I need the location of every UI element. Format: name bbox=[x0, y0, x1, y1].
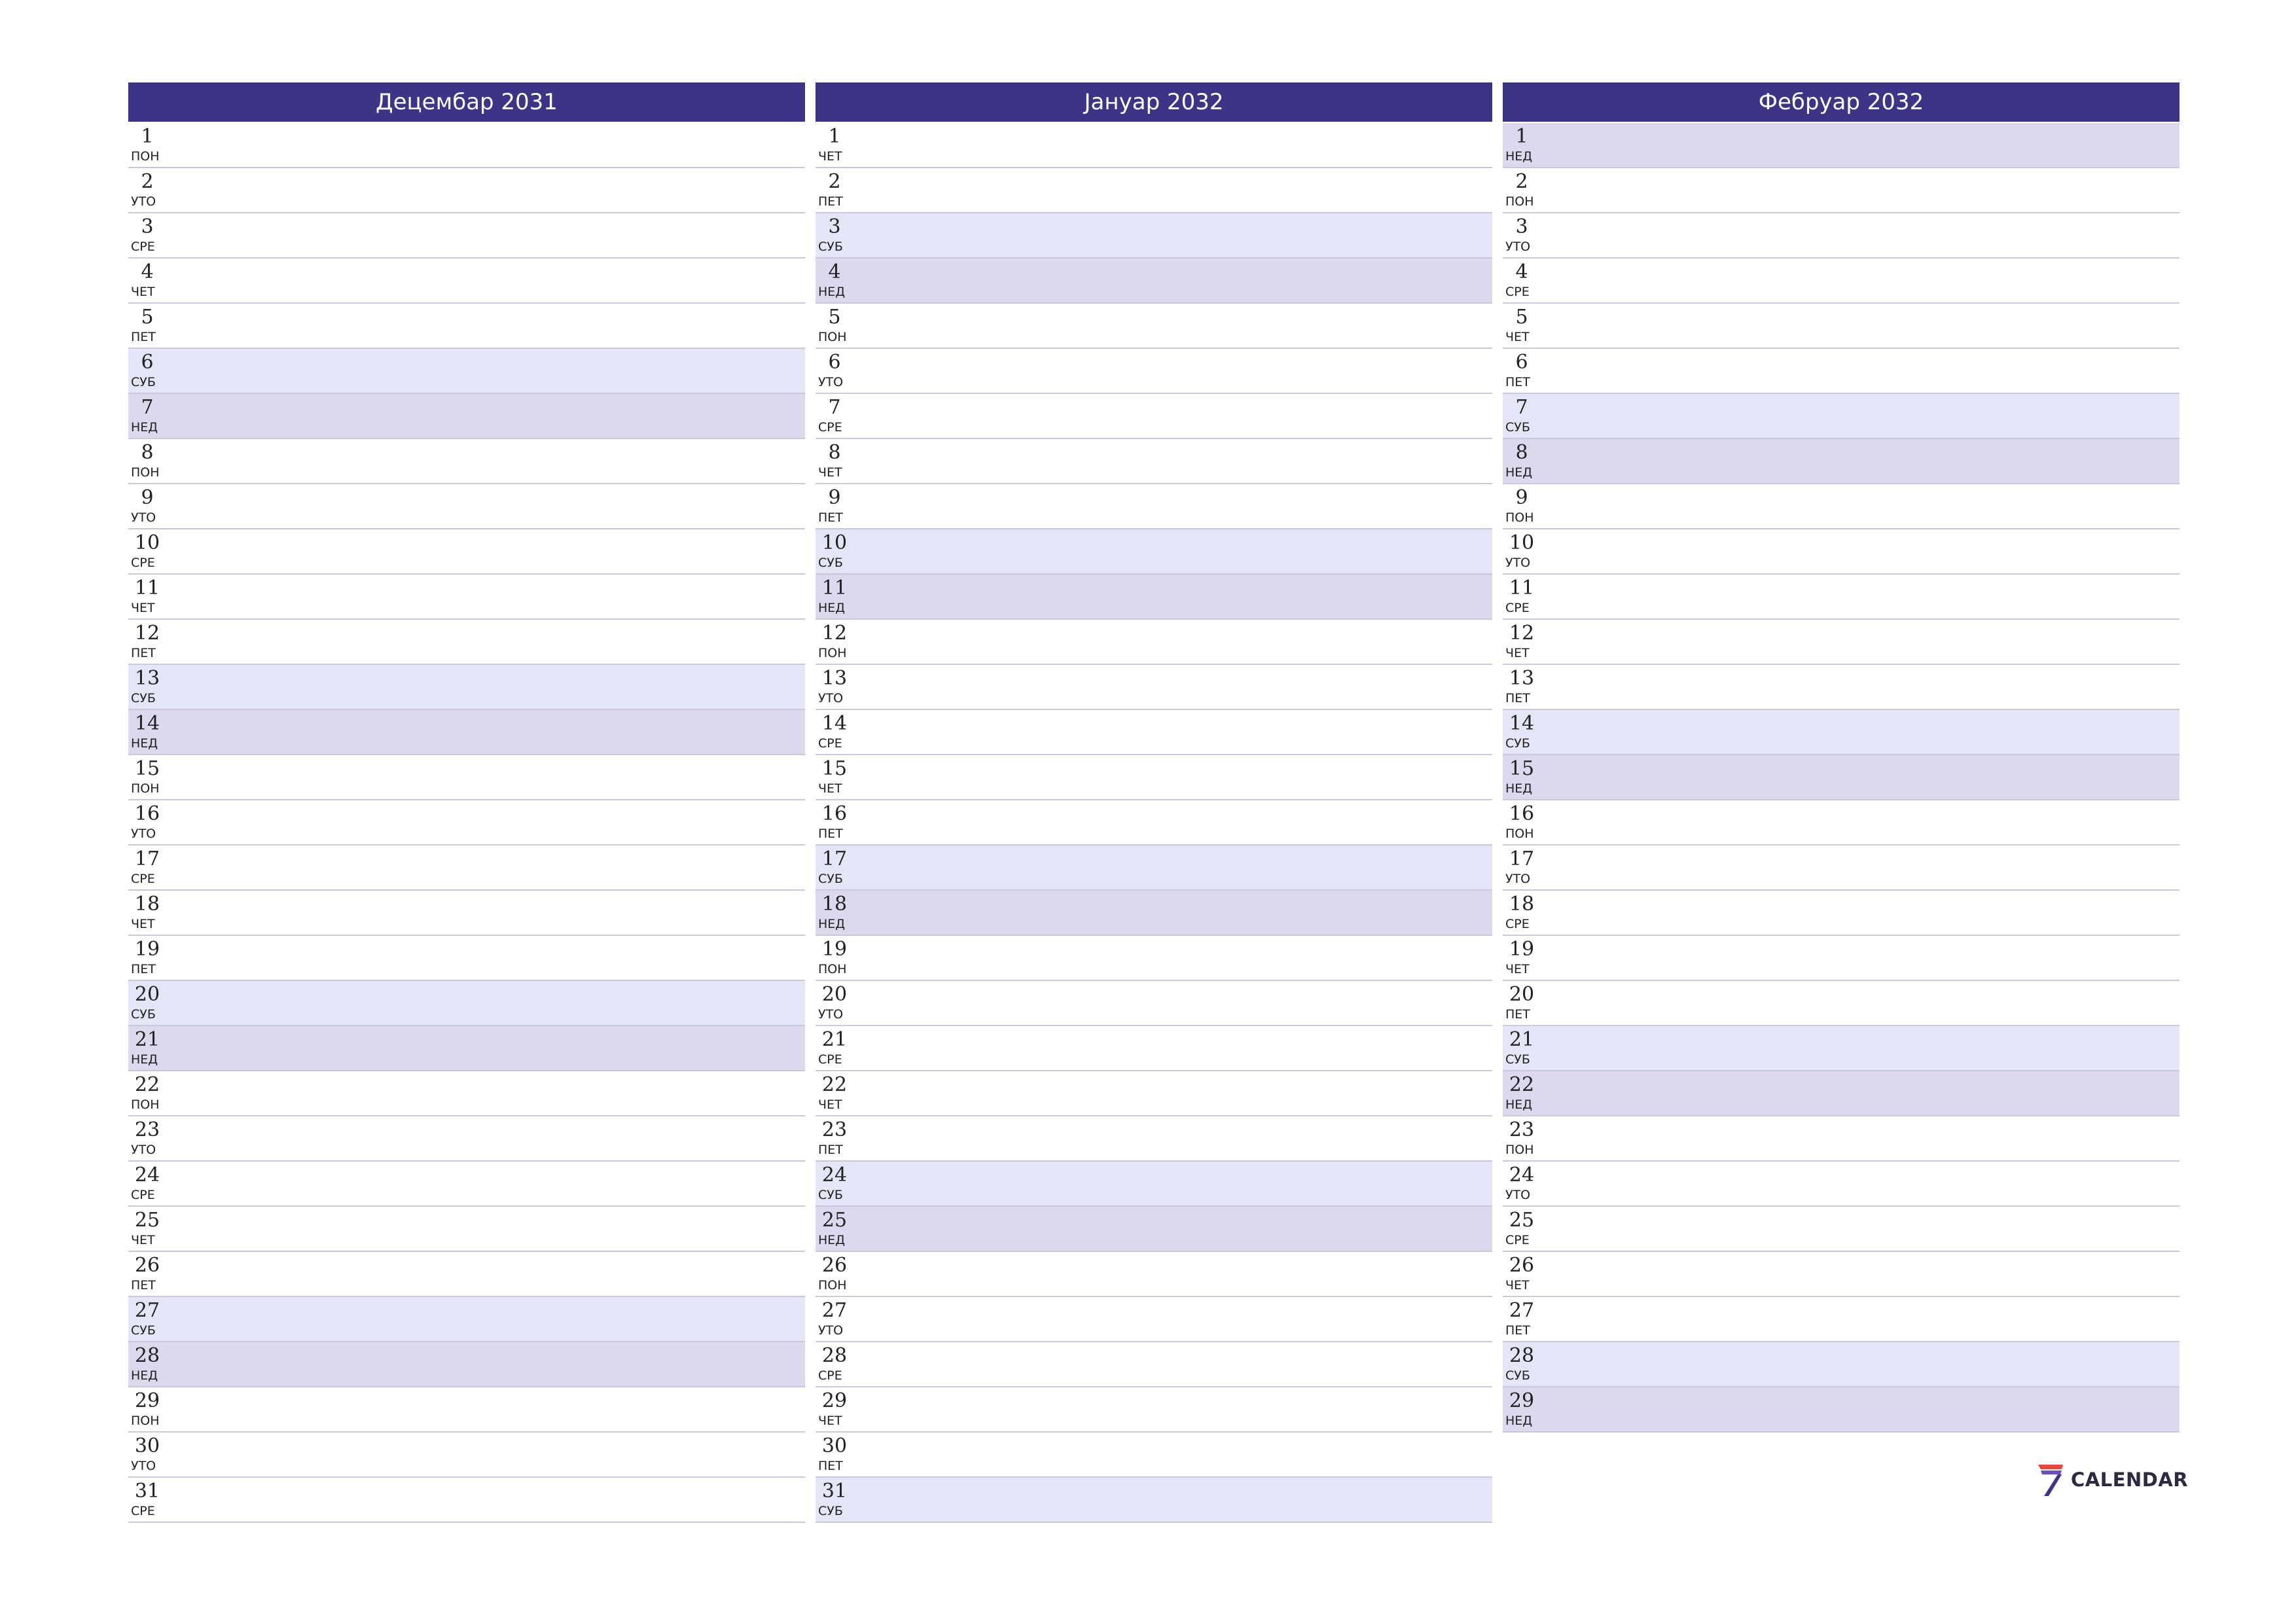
day-number: 19 bbox=[821, 938, 848, 961]
weekday-label: НЕД bbox=[818, 917, 846, 931]
day-row[interactable] bbox=[816, 846, 1492, 891]
weekday-label: ЧЕТ bbox=[1505, 646, 1530, 660]
day-number: 22 bbox=[1509, 1073, 1535, 1096]
weekday-label: ПОН bbox=[131, 1097, 160, 1112]
day-number: 7 bbox=[828, 396, 841, 419]
weekday-label: СУБ bbox=[818, 872, 843, 886]
day-row[interactable] bbox=[128, 213, 805, 259]
day-row[interactable] bbox=[128, 620, 805, 665]
day-row[interactable] bbox=[1503, 1071, 2179, 1116]
weekday-label: ПЕТ bbox=[131, 646, 156, 660]
day-number: 18 bbox=[134, 893, 160, 916]
weekday-label: ПОН bbox=[818, 646, 847, 660]
weekday-label: ПЕТ bbox=[1505, 691, 1530, 705]
day-row[interactable] bbox=[1503, 349, 2179, 394]
day-number: 1 bbox=[828, 125, 841, 148]
day-row[interactable] bbox=[816, 665, 1492, 710]
weekday-label: ПЕТ bbox=[818, 194, 843, 209]
day-number: 14 bbox=[134, 712, 160, 735]
day-number: 2 bbox=[828, 170, 841, 193]
day-row[interactable] bbox=[1503, 259, 2179, 304]
weekday-label: ПОН bbox=[1505, 827, 1534, 841]
day-row[interactable] bbox=[816, 123, 1492, 168]
day-number: 7 bbox=[1515, 396, 1528, 419]
day-row[interactable] bbox=[1503, 891, 2179, 936]
weekday-label: НЕД bbox=[131, 736, 158, 751]
day-row[interactable] bbox=[128, 439, 805, 484]
day-number: 8 bbox=[141, 441, 154, 464]
day-row[interactable] bbox=[128, 484, 805, 529]
day-row[interactable] bbox=[128, 755, 805, 800]
calendar-logo[interactable] bbox=[2036, 1462, 2188, 1497]
weekday-label: УТО bbox=[1505, 1188, 1531, 1202]
day-row[interactable] bbox=[1503, 620, 2179, 665]
day-number: 23 bbox=[821, 1118, 848, 1141]
weekday-label: ПЕТ bbox=[1505, 1323, 1530, 1338]
day-row[interactable] bbox=[816, 1433, 1492, 1478]
day-row[interactable] bbox=[128, 1342, 805, 1387]
day-row[interactable] bbox=[128, 394, 805, 439]
weekday-label: ЧЕТ bbox=[1505, 1278, 1530, 1293]
day-row[interactable] bbox=[128, 1026, 805, 1071]
day-number: 9 bbox=[828, 486, 841, 509]
day-row[interactable] bbox=[1503, 484, 2179, 529]
day-row[interactable] bbox=[1503, 846, 2179, 891]
day-number: 5 bbox=[141, 306, 154, 329]
weekday-label: СУБ bbox=[1505, 736, 1530, 751]
day-row[interactable] bbox=[816, 1207, 1492, 1252]
day-list bbox=[816, 123, 1492, 1523]
weekday-label: НЕД bbox=[818, 285, 846, 299]
day-number: 7 bbox=[141, 396, 154, 419]
day-row[interactable] bbox=[1503, 394, 2179, 439]
day-number: 8 bbox=[1515, 441, 1528, 464]
weekday-label: ПОН bbox=[131, 149, 160, 164]
weekday-label: УТО bbox=[1505, 872, 1531, 886]
weekday-label: ПОН bbox=[131, 1414, 160, 1428]
weekday-label: НЕД bbox=[818, 601, 846, 615]
day-row[interactable] bbox=[128, 981, 805, 1026]
weekday-label: УТО bbox=[131, 510, 156, 525]
weekday-label: УТО bbox=[818, 691, 844, 705]
day-number: 22 bbox=[134, 1073, 160, 1096]
weekday-label: ПОН bbox=[818, 1278, 847, 1293]
day-row[interactable] bbox=[1503, 936, 2179, 981]
day-number: 3 bbox=[828, 215, 841, 238]
day-row[interactable] bbox=[1503, 800, 2179, 846]
day-row[interactable] bbox=[128, 1433, 805, 1478]
day-row[interactable] bbox=[816, 1387, 1492, 1433]
day-row[interactable] bbox=[128, 710, 805, 755]
day-number: 17 bbox=[1509, 847, 1535, 870]
day-row[interactable] bbox=[816, 981, 1492, 1026]
day-number: 24 bbox=[134, 1164, 160, 1186]
day-number: 9 bbox=[1515, 486, 1528, 509]
weekday-label: ЧЕТ bbox=[818, 1414, 842, 1428]
weekday-label: НЕД bbox=[131, 1052, 158, 1067]
day-number: 28 bbox=[134, 1344, 160, 1367]
day-number: 16 bbox=[134, 802, 160, 825]
day-number: 23 bbox=[1509, 1118, 1535, 1141]
weekday-label: ЧЕТ bbox=[1505, 330, 1530, 344]
day-number: 31 bbox=[134, 1480, 160, 1503]
day-row[interactable] bbox=[816, 439, 1492, 484]
day-row[interactable] bbox=[1503, 213, 2179, 259]
weekday-label: СРЕ bbox=[1505, 601, 1530, 615]
day-number: 29 bbox=[1509, 1389, 1535, 1412]
day-number: 10 bbox=[1509, 531, 1535, 554]
day-row[interactable] bbox=[1503, 168, 2179, 213]
weekday-label: НЕД bbox=[1505, 1097, 1533, 1112]
day-row[interactable] bbox=[816, 891, 1492, 936]
day-row[interactable] bbox=[816, 710, 1492, 755]
day-row[interactable] bbox=[816, 213, 1492, 259]
day-row[interactable] bbox=[1503, 1252, 2179, 1297]
day-row[interactable] bbox=[128, 846, 805, 891]
day-number: 28 bbox=[1509, 1344, 1535, 1367]
day-number: 12 bbox=[134, 622, 160, 645]
day-row[interactable] bbox=[128, 1252, 805, 1297]
weekday-label: ПЕТ bbox=[1505, 375, 1530, 389]
day-number: 1 bbox=[1515, 125, 1528, 148]
weekday-label: СУБ bbox=[131, 1007, 156, 1022]
weekday-label: СУБ bbox=[818, 556, 843, 570]
day-row[interactable] bbox=[816, 620, 1492, 665]
weekday-label: СУБ bbox=[131, 1323, 156, 1338]
day-number: 17 bbox=[821, 847, 848, 870]
day-number: 21 bbox=[821, 1028, 848, 1051]
day-row[interactable] bbox=[128, 1071, 805, 1116]
day-number: 20 bbox=[134, 983, 160, 1006]
day-number: 20 bbox=[821, 983, 848, 1006]
day-number: 16 bbox=[1509, 802, 1535, 825]
day-number: 28 bbox=[821, 1344, 848, 1367]
weekday-label: ПОН bbox=[1505, 510, 1534, 525]
day-row[interactable] bbox=[128, 891, 805, 936]
weekday-label: СРЕ bbox=[1505, 285, 1530, 299]
day-row[interactable] bbox=[128, 168, 805, 213]
weekday-label: ПОН bbox=[818, 962, 847, 976]
weekday-label: СРЕ bbox=[818, 736, 842, 751]
weekday-label: СУБ bbox=[1505, 420, 1530, 435]
weekday-label: ЧЕТ bbox=[1505, 962, 1530, 976]
seven-logo-icon bbox=[2036, 1462, 2066, 1497]
weekday-label: ПОН bbox=[131, 781, 160, 796]
day-number: 1 bbox=[141, 125, 154, 148]
day-row[interactable] bbox=[1503, 304, 2179, 349]
weekday-label: УТО bbox=[131, 1459, 156, 1473]
day-row[interactable] bbox=[1503, 981, 2179, 1026]
day-row[interactable] bbox=[128, 936, 805, 981]
day-row[interactable] bbox=[816, 259, 1492, 304]
day-row[interactable] bbox=[816, 1026, 1492, 1071]
day-row[interactable] bbox=[816, 1478, 1492, 1523]
day-row[interactable] bbox=[128, 1387, 805, 1433]
weekday-label: ЧЕТ bbox=[131, 601, 155, 615]
day-row[interactable] bbox=[1503, 755, 2179, 800]
day-row[interactable] bbox=[1503, 1207, 2179, 1252]
day-number: 27 bbox=[821, 1299, 848, 1322]
day-row[interactable] bbox=[128, 800, 805, 846]
weekday-label: ЧЕТ bbox=[818, 781, 842, 796]
day-row[interactable] bbox=[128, 575, 805, 620]
day-number: 19 bbox=[134, 938, 160, 961]
day-number: 25 bbox=[821, 1209, 848, 1232]
day-number: 4 bbox=[828, 260, 841, 283]
day-number: 10 bbox=[821, 531, 848, 554]
weekday-label: СРЕ bbox=[131, 556, 155, 570]
day-row[interactable] bbox=[816, 1116, 1492, 1162]
weekday-label: ПЕТ bbox=[131, 1278, 156, 1293]
day-number: 16 bbox=[821, 802, 848, 825]
month-column bbox=[128, 82, 805, 1523]
day-number: 8 bbox=[828, 441, 841, 464]
weekday-label: НЕД bbox=[131, 1368, 158, 1383]
weekday-label: СРЕ bbox=[818, 420, 842, 435]
day-number: 30 bbox=[134, 1435, 160, 1457]
day-number: 18 bbox=[1509, 893, 1535, 916]
day-row[interactable] bbox=[816, 394, 1492, 439]
weekday-label: УТО bbox=[818, 375, 844, 389]
day-row[interactable] bbox=[816, 1297, 1492, 1342]
day-number: 5 bbox=[1515, 306, 1528, 329]
weekday-label: НЕД bbox=[1505, 1414, 1533, 1428]
day-row[interactable] bbox=[1503, 439, 2179, 484]
day-number: 6 bbox=[141, 351, 154, 374]
day-number: 30 bbox=[821, 1435, 848, 1457]
weekday-label: УТО bbox=[131, 194, 156, 209]
day-number: 23 bbox=[134, 1118, 160, 1141]
weekday-label: СРЕ bbox=[131, 1504, 155, 1518]
day-row[interactable] bbox=[128, 123, 805, 168]
day-number: 13 bbox=[134, 667, 160, 690]
weekday-label: СУБ bbox=[818, 1188, 843, 1202]
weekday-label: СУБ bbox=[1505, 1368, 1530, 1383]
weekday-label: СРЕ bbox=[131, 872, 155, 886]
day-number: 11 bbox=[1509, 577, 1535, 599]
weekday-label: СУБ bbox=[818, 1504, 843, 1518]
day-number: 2 bbox=[141, 170, 154, 193]
day-number: 4 bbox=[1515, 260, 1528, 283]
month-column bbox=[816, 82, 1492, 1523]
day-row[interactable] bbox=[816, 800, 1492, 846]
day-list bbox=[128, 123, 805, 1523]
weekday-label: СУБ bbox=[131, 375, 156, 389]
weekday-label: ЧЕТ bbox=[131, 1233, 155, 1247]
weekday-label: СРЕ bbox=[818, 1368, 842, 1383]
day-row[interactable] bbox=[128, 349, 805, 394]
weekday-label: НЕД bbox=[1505, 465, 1533, 480]
day-number: 17 bbox=[134, 847, 160, 870]
day-number: 21 bbox=[134, 1028, 160, 1051]
day-number: 11 bbox=[134, 577, 160, 599]
weekday-label: СРЕ bbox=[131, 240, 155, 254]
weekday-label: СРЕ bbox=[1505, 1233, 1530, 1247]
weekday-label: УТО bbox=[1505, 556, 1531, 570]
weekday-label: ПОН bbox=[1505, 194, 1534, 209]
day-row[interactable] bbox=[816, 1071, 1492, 1116]
weekday-label: ПЕТ bbox=[818, 1143, 843, 1157]
day-row[interactable] bbox=[816, 575, 1492, 620]
weekday-label: ЧЕТ bbox=[818, 1097, 842, 1112]
day-number: 9 bbox=[141, 486, 154, 509]
weekday-label: СУБ bbox=[818, 240, 843, 254]
weekday-label: УТО bbox=[818, 1007, 844, 1022]
weekday-label: СРЕ bbox=[818, 1052, 842, 1067]
day-number: 4 bbox=[141, 260, 154, 283]
day-number: 29 bbox=[821, 1389, 848, 1412]
weekday-label: УТО bbox=[1505, 240, 1531, 254]
day-number: 18 bbox=[821, 893, 848, 916]
day-row[interactable] bbox=[1503, 529, 2179, 575]
month-column bbox=[1503, 82, 2179, 1523]
day-number: 27 bbox=[134, 1299, 160, 1322]
weekday-label: НЕД bbox=[131, 420, 158, 435]
day-number: 14 bbox=[1509, 712, 1535, 735]
day-row[interactable] bbox=[1503, 1387, 2179, 1433]
weekday-label: СУБ bbox=[1505, 1052, 1530, 1067]
day-row[interactable] bbox=[816, 529, 1492, 575]
day-number: 21 bbox=[1509, 1028, 1535, 1051]
day-row[interactable] bbox=[816, 755, 1492, 800]
day-row[interactable] bbox=[816, 1252, 1492, 1297]
day-number: 27 bbox=[1509, 1299, 1535, 1322]
day-row[interactable] bbox=[1503, 710, 2179, 755]
day-row[interactable] bbox=[816, 168, 1492, 213]
day-number: 12 bbox=[821, 622, 848, 645]
day-number: 6 bbox=[828, 351, 841, 374]
month-header: Јануар 2032 bbox=[816, 82, 1492, 122]
day-number: 15 bbox=[821, 757, 848, 780]
day-row[interactable] bbox=[1503, 1297, 2179, 1342]
weekday-label: ПЕТ bbox=[818, 827, 843, 841]
weekday-label: НЕД bbox=[1505, 781, 1533, 796]
day-row[interactable] bbox=[816, 936, 1492, 981]
day-row[interactable] bbox=[1503, 665, 2179, 710]
day-number: 29 bbox=[134, 1389, 160, 1412]
day-number: 12 bbox=[1509, 622, 1535, 645]
day-number: 26 bbox=[1509, 1254, 1535, 1277]
day-row[interactable] bbox=[128, 1116, 805, 1162]
day-row[interactable] bbox=[128, 304, 805, 349]
weekday-label: ПЕТ bbox=[1505, 1007, 1530, 1022]
day-row[interactable] bbox=[128, 1162, 805, 1207]
logo-text: CALENDAR bbox=[2071, 1469, 2189, 1491]
weekday-label: ПЕТ bbox=[131, 962, 156, 976]
day-row[interactable] bbox=[1503, 1162, 2179, 1207]
day-row[interactable] bbox=[816, 1162, 1492, 1207]
day-row[interactable] bbox=[1503, 575, 2179, 620]
day-number: 31 bbox=[821, 1480, 848, 1503]
day-number: 15 bbox=[134, 757, 160, 780]
weekday-label: ПОН bbox=[1505, 1143, 1534, 1157]
day-number: 3 bbox=[141, 215, 154, 238]
day-row[interactable] bbox=[128, 665, 805, 710]
day-number: 24 bbox=[821, 1164, 848, 1186]
calendar-grid bbox=[128, 82, 2181, 1523]
day-row[interactable] bbox=[816, 1342, 1492, 1387]
day-row[interactable] bbox=[1503, 1116, 2179, 1162]
day-row[interactable] bbox=[128, 1478, 805, 1523]
day-row[interactable] bbox=[128, 1207, 805, 1252]
day-number: 26 bbox=[821, 1254, 848, 1277]
weekday-label: ПЕТ bbox=[818, 1459, 843, 1473]
weekday-label: ПОН bbox=[131, 465, 160, 480]
day-number: 13 bbox=[821, 667, 848, 690]
day-row[interactable] bbox=[128, 259, 805, 304]
day-number: 22 bbox=[821, 1073, 848, 1096]
day-number: 3 bbox=[1515, 215, 1528, 238]
weekday-label: НЕД bbox=[818, 1233, 846, 1247]
day-row[interactable] bbox=[816, 304, 1492, 349]
weekday-label: СРЕ bbox=[1505, 917, 1530, 931]
weekday-label: ПЕТ bbox=[131, 330, 156, 344]
month-header: Фебруар 2032 bbox=[1503, 82, 2179, 122]
day-list bbox=[1503, 123, 2179, 1433]
day-number: 11 bbox=[821, 577, 848, 599]
weekday-label: ЧЕТ bbox=[818, 465, 842, 480]
day-number: 24 bbox=[1509, 1164, 1535, 1186]
weekday-label: ЧЕТ bbox=[818, 149, 842, 164]
weekday-label: СРЕ bbox=[131, 1188, 155, 1202]
weekday-label: ПОН bbox=[818, 330, 847, 344]
month-header: Децембар 2031 bbox=[128, 82, 805, 122]
weekday-label: СУБ bbox=[131, 691, 156, 705]
weekday-label: УТО bbox=[131, 827, 156, 841]
weekday-label: ЧЕТ bbox=[131, 285, 155, 299]
weekday-label: ЧЕТ bbox=[131, 917, 155, 931]
day-number: 2 bbox=[1515, 170, 1528, 193]
day-number: 26 bbox=[134, 1254, 160, 1277]
day-number: 25 bbox=[134, 1209, 160, 1232]
weekday-label: УТО bbox=[131, 1143, 156, 1157]
day-number: 6 bbox=[1515, 351, 1528, 374]
weekday-label: ПЕТ bbox=[818, 510, 843, 525]
weekday-label: НЕД bbox=[1505, 149, 1533, 164]
day-row[interactable] bbox=[816, 484, 1492, 529]
day-number: 25 bbox=[1509, 1209, 1535, 1232]
day-row[interactable] bbox=[816, 349, 1492, 394]
day-number: 13 bbox=[1509, 667, 1535, 690]
day-number: 15 bbox=[1509, 757, 1535, 780]
day-row[interactable] bbox=[128, 1297, 805, 1342]
day-number: 19 bbox=[1509, 938, 1535, 961]
day-row[interactable] bbox=[1503, 1342, 2179, 1387]
day-row[interactable] bbox=[1503, 123, 2179, 168]
day-number: 10 bbox=[134, 531, 160, 554]
weekday-label: УТО bbox=[818, 1323, 844, 1338]
day-number: 14 bbox=[821, 712, 848, 735]
day-row[interactable] bbox=[128, 529, 805, 575]
day-number: 20 bbox=[1509, 983, 1535, 1006]
day-row[interactable] bbox=[1503, 1026, 2179, 1071]
day-number: 5 bbox=[828, 306, 841, 329]
